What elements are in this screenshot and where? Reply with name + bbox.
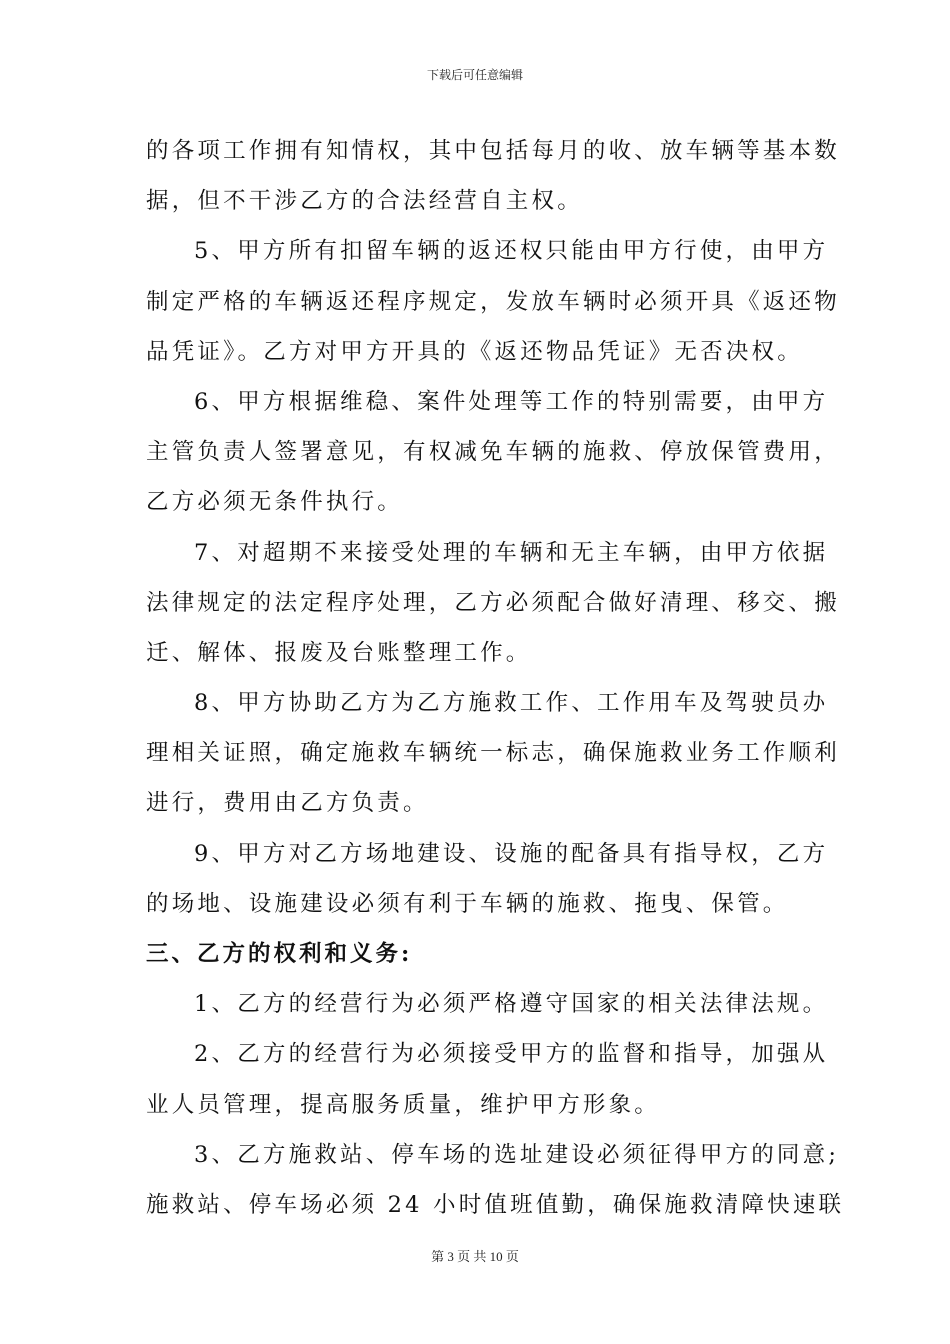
page-header: 下载后可任意编辑 bbox=[426, 68, 523, 82]
paragraph-line: 1、乙方的经营行为必须严格遵守国家的相关法律法规。 bbox=[194, 991, 829, 1018]
section-heading: 三、乙方的权利和义务: bbox=[146, 941, 413, 967]
document-body bbox=[146, 126, 845, 1230]
paragraph-line: 制定严格的车辆返还程序规定，发放车辆时必须开具《返还物 bbox=[146, 288, 840, 315]
page-footer: 第 3 页 共 10 页 bbox=[431, 1249, 519, 1264]
paragraph-line: 的场地、设施建设必须有利于车辆的施救、拖曳、保管。 bbox=[146, 890, 789, 917]
paragraph-line: 施救站、停车场必须 24 小时值班值勤，确保施救清障快速联 bbox=[146, 1191, 845, 1218]
paragraph-line: 7、对超期不来接受处理的车辆和无主车辆，由甲方依据 bbox=[194, 539, 829, 566]
paragraph-line: 迁、解体、报废及台账整理工作。 bbox=[146, 639, 532, 666]
paragraph-line: 6、甲方根据维稳、案件处理等工作的特别需要，由甲方 bbox=[194, 388, 829, 415]
paragraph-line: 理相关证照，确定施救车辆统一标志，确保施救业务工作顺利 bbox=[146, 740, 840, 767]
paragraph-line: 品凭证》。乙方对甲方开具的《返还物品凭证》无否决权。 bbox=[146, 338, 803, 365]
paragraph-line: 2、乙方的经营行为必须接受甲方的监督和指导，加强从 bbox=[194, 1041, 829, 1068]
paragraph-line: 主管负责人签署意见，有权减免车辆的施救、停放保管费用， bbox=[146, 439, 840, 466]
paragraph-line: 的各项工作拥有知情权，其中包括每月的收、放车辆等基本数 bbox=[146, 138, 840, 164]
paragraph-line: 8、甲方协助乙方为乙方施救工作、工作用车及驾驶员办 bbox=[194, 690, 829, 717]
paragraph-line: 5、甲方所有扣留车辆的返还权只能由甲方行使，由甲方 bbox=[194, 238, 829, 265]
paragraph-line: 据，但不干涉乙方的合法经营自主权。 bbox=[146, 188, 583, 215]
paragraph-line: 9、甲方对乙方场地建设、设施的配备具有指导权，乙方 bbox=[194, 840, 829, 867]
paragraph-line: 法律规定的法定程序处理，乙方必须配合做好清理、移交、搬 bbox=[146, 589, 840, 616]
paragraph-line: 乙方必须无条件执行。 bbox=[146, 489, 404, 516]
paragraph-line: 进行，费用由乙方负责。 bbox=[146, 790, 429, 817]
paragraph-line: 3、乙方施救站、停车场的选址建设必须征得甲方的同意; bbox=[194, 1141, 840, 1168]
paragraph-line: 业人员管理，提高服务质量，维护甲方形象。 bbox=[146, 1091, 661, 1118]
